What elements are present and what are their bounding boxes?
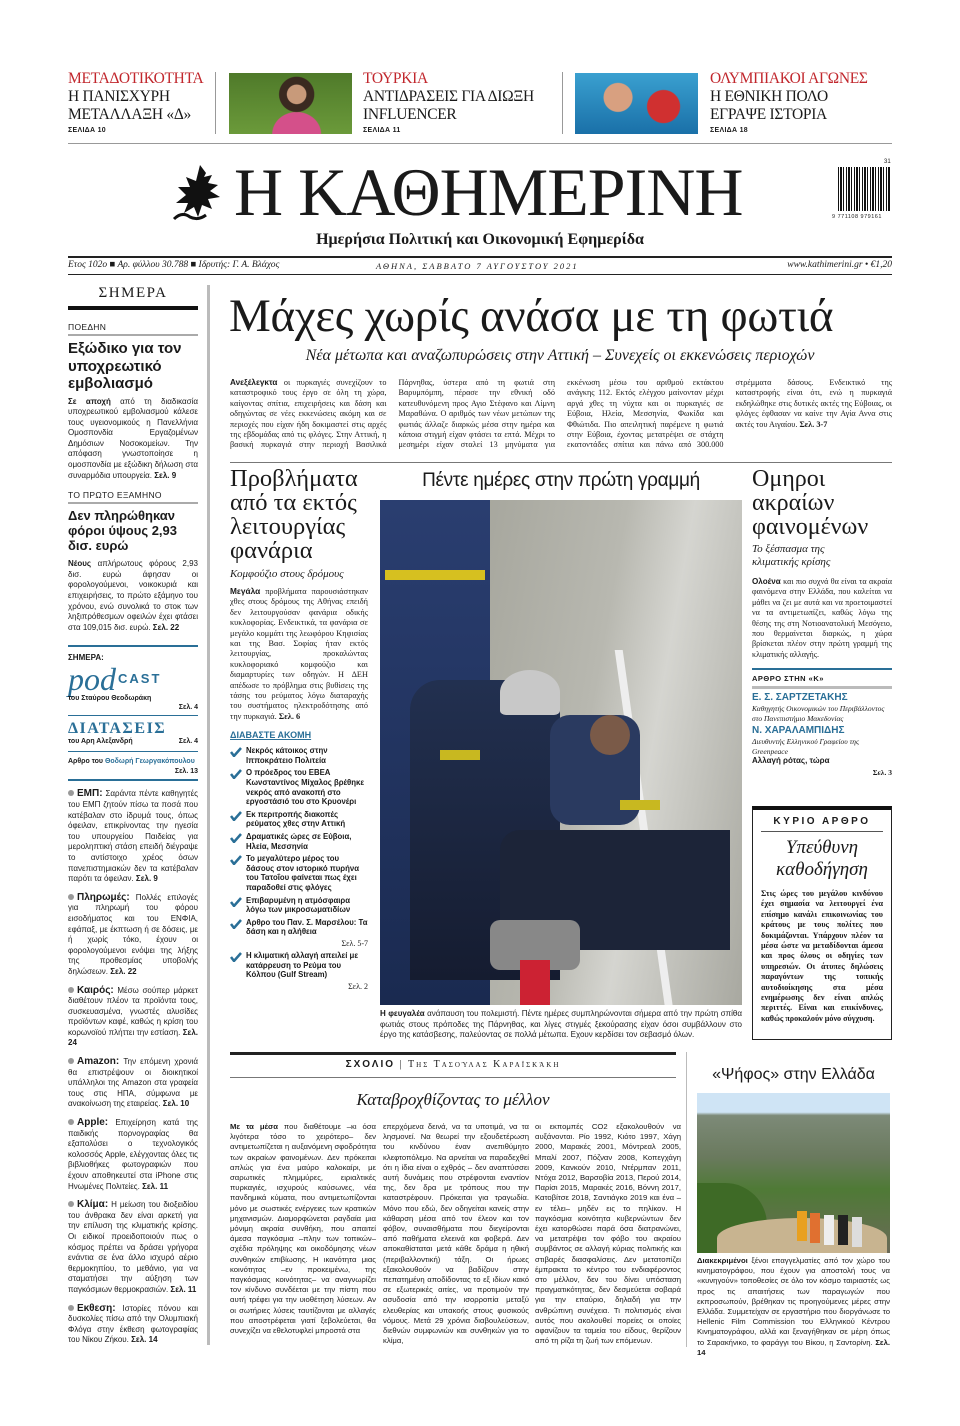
- divider: [68, 306, 198, 310]
- read-more-item[interactable]: [230, 832, 368, 851]
- brief-text: Την επόμενη χρονιά θα επιστρέψουν οι διοικητικοί υπάλληλοι της Amazon στα γραφεία τους στις ΗΠΑ, σύμφωνα με ανακοίνωση της εταιρείας.: [68, 1057, 198, 1109]
- read-more-text: Εκ περιτροπής διακοπές ρεύματος χθες στην Αττική: [246, 809, 346, 829]
- page-ref: Σελ. 14: [131, 1335, 158, 1345]
- lead-lead-word: Ανεξέλεγκτα: [230, 378, 278, 387]
- read-more-item[interactable]: [230, 896, 368, 915]
- page-ref: Σελ. 2: [348, 981, 368, 991]
- author-name: Ε. Σ. ΣΑΡΤΖΕΤΑΚΗΣ: [752, 692, 848, 704]
- brief-text: Πολλές επιλογές για πληρωμή του φόρου εισοδήματος και του ΕΝΦΙΑ, εφάπαξ, με έκπτωση ή σε δόσεις, με ή χωρίς τόκο, έχουν οι φορολογούμενοι ενόψει της λήξης της προθεσμίας υποβολής δηλώσεων.: [68, 892, 198, 976]
- page-ref: Σελ. 4: [178, 704, 198, 712]
- brief-text: Η μείωση του διοξειδίου του άνθρακα δεν είναι αρκετή για την επίλυση της κλιματικής κρίσης. Οι ειδικοί προειδοποιούν πως ο κόσμος πρέπει να δράσει γρήγορα ενάντια σε ένα άλλο ισχυρό αέριο θερμοκηπίου, το μεθάνιο, για να σταματήσει την αύξηση των παγκόσμιων θερμοκρασιών.: [68, 1200, 198, 1294]
- article-label: ΑΡΘΡΟ ΣΤΗΝ «Κ»: [752, 674, 892, 689]
- story-headline: Ομηροι ακραίων φαινομένων: [752, 466, 869, 540]
- divider: [686, 1052, 687, 1347]
- sidebar-brief[interactable]: [68, 1118, 198, 1192]
- checkmark-icon: [230, 769, 242, 779]
- page-ref: Σελ. 6: [278, 711, 301, 721]
- caption-lead: Η φευγαλέα: [380, 1009, 425, 1018]
- story-kicker: ΤΟ ΠΡΩΤΟ ΕΞΑΜΗΝΟ: [68, 490, 198, 504]
- divider: [68, 256, 892, 258]
- podcast-author: του Σταύρου Θεοδωράκη: [68, 695, 152, 703]
- page-ref: Σελ. 4: [178, 738, 198, 746]
- barcode-issue: 31: [884, 159, 891, 165]
- checkmark-icon: [230, 811, 242, 821]
- main-photo-firefighters[interactable]: [380, 500, 742, 1005]
- checkmark-icon: [230, 952, 242, 962]
- story-headline: Δεν πληρώθηκαν φόροι ύψους 2,93 δισ. ευρώ: [68, 508, 177, 554]
- story-body: από τη διαδικασία υποχρεωτικού εμβολιασμού κάλεσε τους υγειονομικούς η Πανελλήνια Ομοσπονδία Εργαζομένων Δημόσιων Νοσοκομείων. Την απόφαση γνωστοποίησε η ομοσπονδία με εξώδικη δήλωση στα συναρμόδια υπουργεία.: [68, 396, 198, 480]
- teaser-title: ΕΓΡΑΨΕ ΙΣΤΟΡΙΑ: [710, 106, 827, 123]
- read-more-text: Νεκρός κάτοικος στην Ιπποκράτειο Πολιτεία: [246, 746, 328, 765]
- caption-text: ανάπαυση του πολεμιστή. Πέντε ημέρες συμπληρώνονται σήμερα από την πρώτη σπίθα φωτιάς στους πρόποδες της Πάρνηθας, και λίγες στιγμές ξεκούρασης είχαν όσοι συμβάλλουν στο έργο της κατάσβεσης, παλεύοντας σε πολλά μέτωπα. Εχουν κερδίσει τον σεβασμό όλων.: [380, 1009, 742, 1039]
- checkmark-icon: [230, 897, 242, 907]
- brief-title: Πληρωμές:: [77, 891, 130, 903]
- sidebar-brief[interactable]: [68, 789, 198, 884]
- comment-col-3: οι εκπομπές CO2 εξακολουθούν να αυξάνονται. Ρίο 1992, Κιότο 1997, Χάγη 2000, Μαρακές 2001, Μόντρεαλ 2005, Μπαλί 2007, Πόζναν 2008, Κοπεγχάγη 2009, Κανκούν 2010, Ντέρμπαν 2011, Ντόχα 2012, Βαρσοβία 2013, Περού 2014, Παρίσι 2015, Μαρακές 2016, Βόννη 2017, Κατοβίτσε 2018, Σαντιάγκο 2019 και ένα –εν τέλει– μηδέν εις το πηλίκον. Η παγκόσμια κοινότητα κυβερνώντων δεν έχει κατορθώσει παρά όσα διατρανώνει, να μετατρέψει τον φόβο του ακραίου συμβάντος σε αλλαγή κύριας πολιτικής και στιβαρές διασφαλίσεις. Δεν μετατοπίζει έμπρακτα το κέντρο του ενδιαφέροντος στο μέλλον, δεν του δίνει υπόσταση πραγματικότητας, δεν δεσμεύεται σοβαρά για την επαύριο, δηλαδή για την ανθρώπινη συνέχεια. Τι πολιτισμός είναι αυτός που ακολουθεί πορείες οι οποίες αφανίζουν τα ταμεία του είδους, θερίζουν από τη ρίζα τη ζωή των επόμενων.: [535, 1122, 681, 1346]
- column-author: του Αρη Αλεξανδρή: [68, 738, 133, 746]
- brief-text: Μέσω σούπερ μάρκετ διαθέτουν πλέον τα προϊόντα τους, συσκευασμένα, γνωστές αλυσίδες προϊόντων καφέ, καθώς η κρίση του κορωνοϊού πλήττει την εστίαση.: [68, 985, 198, 1037]
- read-more-text: Δραματικές ώρες σε Εύβοια, Ηλεία, Μεσσηνία: [246, 832, 352, 851]
- comment-header: ΣΧΟΛΙΟ | Της Τασούλας Καραϊσκάκη: [345, 1059, 561, 1070]
- teaser-page: ΣΕΛΙΔΑ 11: [363, 127, 401, 134]
- photo-caption: [380, 1009, 742, 1041]
- lead-headline[interactable]: Μάχες χωρίς ανάσα με τη φωτιά: [229, 290, 834, 342]
- photo-title: Πέντε ημέρες στην πρώτη γραμμή: [422, 470, 700, 491]
- sidebar-brief[interactable]: [68, 1200, 198, 1295]
- comment-author: Της Τασούλας Καραϊσκάκη: [408, 1059, 561, 1070]
- issue-date: ΑΘΗΝΑ, ΣΑΒΒΑΤΟ 7 ΑΥΓΟΥΣΤΟΥ 2021: [376, 261, 579, 271]
- teaser-page: ΣΕΛΙΔΑ 10: [68, 127, 107, 134]
- lead-body: [230, 378, 892, 451]
- read-more-text: Επιβαρυμένη η ατμόσφαιρα λόγω των μικροσωματιδίων: [246, 895, 351, 915]
- read-more-item[interactable]: [230, 918, 368, 948]
- checkmark-icon: [230, 855, 242, 865]
- film-photo-vikos-gorge[interactable]: [697, 1093, 890, 1253]
- barcode-number: 9 771108 979161: [832, 214, 882, 220]
- page-ref: Σελ. 3: [872, 768, 892, 778]
- page-ref: Σελ. 14: [697, 1337, 890, 1357]
- divider: [562, 72, 563, 134]
- divider: [230, 1052, 676, 1055]
- bullet-icon: [68, 1305, 74, 1311]
- divider: [230, 462, 892, 463]
- read-more-text: Το μεγαλύτερο μέρος του δάσους στον ιστορικό πυρήνα του Τατοΐου φαίνεται πως έχει παραδοθεί στις φλόγες: [246, 854, 359, 892]
- column-title: ΔΙΑΤΑΣΕΙΣ: [68, 720, 167, 738]
- checkmark-icon: [230, 919, 242, 929]
- divider: [215, 72, 216, 134]
- story-body: και πιο συχνά θα είναι τα ακραία φαινόμενα στην Ελλάδα, που καλείται να μάθει να ζει με αυτά και να προετοιμαστεί να τα αντιμετωπίζει, καθώς λόγω της θέσης της στη Νοτιοανατολική Μεσόγειο, που θερμαίνεται διαρκώς, η χώρα βρίσκεται πλέον στην πρώτη γραμμή της κλιματικής αλλαγής.: [752, 577, 892, 659]
- lead-subhead: Νέα μέτωπα και αναζωπυρώσεις στην Αττική – Συνεχείς οι εκκενώσεις περιοχών: [305, 347, 815, 364]
- sidebar-brief[interactable]: [68, 986, 198, 1050]
- film-title[interactable]: «Ψήφος» στην Ελλάδα: [712, 1066, 875, 1083]
- podcast-logo-cast: CAST: [118, 671, 162, 687]
- lead-text: οι πυρκαγιές συνεχίζουν το καταστροφικό τους έργο σε όλη τη χώρα, καίγοντας σπίτια, επιχειρήσεις και δάση και οδηγώντας σε νέες εκκενώσεις ακόμη και σε περιοχές που είχαν ήδη δοκιμαστεί στις αρχές της εβδομάδας από τις φλόγες. Στην Αττική, η βασική πυρκαγιά στην περιοχή Βασιλικά Πάρνηθας, ύστερα από τη φωτιά στη Βαρυμπόμπη, πέρασε την εθνική οδό κατευθυνόμενη προς Αγιο Στέφανο και Λίμνη Μαραθώνα. Ο αριθμός των νέων μετώπων της φωτιάς άλλαζε διαρκώς μέσα στην ημέρα και κάποια στιγμή είχαν φτάσει τα επτά. Μέχρι το μεσημέρι είχαν σταλεί 13 μηνύματα για εκκένωση μέσω του αριθμού εκτάκτου ανάγκης 112. Εκτός ελέγχου μαίνονταν μέχρι αργά χθες τη νύχτα και οι πυρκαγιές σε Εύβοια, Ηλεία, Μεσσηνία, Φωκίδα και Φθιώτιδα. Πιο απειλητική παρέμενε η φωτιά στην Εύβοια, έχοντας μετατρέψει σε στάχτη εκατοντάδες σπίτια και πάνω από 300.000 στρέμματα δάσους. Ενδεικτικό της καταστροφής είναι ότι, ενώ η πυρκαγιά εκδηλώθηκε στις δυτικές ακτές της Εύβοιας, οι φλόγες έφθασαν να καίνε την Αγία Αννα στις ακτές του Αιγαίου.: [230, 378, 892, 450]
- teaser-photo-influencer[interactable]: [229, 73, 352, 134]
- brief-title: Apple:: [77, 1117, 109, 1129]
- divider: [68, 143, 892, 144]
- editorial-box[interactable]: [752, 806, 892, 1040]
- film-lead: Διακεκριμένοι: [697, 1256, 748, 1265]
- article-title: Αλλαγή ρότας, τώρα: [752, 756, 830, 766]
- checkmark-icon: [230, 747, 242, 757]
- comment-col-2: επερχόμενα δεινά, να τα υποτιμά, να τα λησμονεί. Να θεωρεί την εξουδετέρωση του κινδύνου έναν ανεπιθύμητο κλεφτοπόλεμο. Να αρνείται να παραδεχθεί ότι η ίδια είναι ο εχθρός – δεν αναπτύσσει αυτή δυνάμεις που στρέφονται εναντίον της, δεν δρα με τρόπους που την καταστρέφουν. Πρόκειται για τραγωδία. Μόνο που εδώ, δεν οδηγείται κανείς στην κάθαρση μέσα από τον έλεον και τον φόβον, συναισθήματα που διεγείρονται από παθήματα ελεεινά και φοβερά. Δεν αποκαθίσταται μετά κάθε δράμα η ηθική (περιβαλλοντική) τάξη. Οι ήρωες εξακολουθούν να βαδίζουν στην πεπατημένη αποδίδοντας το εξ ιδίων κακό σε εξωτερικές αιτίες, να προτιμούν την ασυδοσία από την ισορροπία μεταξύ ελευθερίας και υπακοής στους φυσικούς νόμους. Μετά 29 χρόνια διαβουλεύσεων, διεθνών συμφωνιών και συνθηκών για το κλίμα,: [383, 1122, 529, 1346]
- read-more-text: Αρθρο του Παν. Σ. Μαρσέλου: Τα δάση και η αλήθεια: [246, 917, 368, 937]
- bullet-icon: [68, 790, 74, 796]
- story-lead: Νέους: [68, 559, 92, 569]
- story-subhead: Κομφούζιο στους δρόμους: [230, 568, 344, 580]
- teaser-1[interactable]: [68, 70, 208, 134]
- editorial-title: Υπεύθυνη καθοδήγηση: [776, 837, 868, 880]
- climate-story[interactable]: [752, 467, 892, 777]
- brief-text: Ιστορίες πόνου και δυσκολίες πίσω από την Ολυμπιακή Φλόγα στην έκθεση φωτογραφίας του Νίκου Ζήκου.: [68, 1303, 198, 1345]
- sidebar-brief[interactable]: [68, 1304, 198, 1346]
- page-ref: Σελ. 11: [170, 1284, 197, 1294]
- comment-text: που διαθέτουμε –κι όσα λιγότερα τόσο το χειρότερο– δεν αντιμετωπίζεται η αυξανόμενη σφοδρότητα των ακραίων φαινομένων. Δεν πρόκειται απλώς για ένα μαύρο καλοκαίρι, με σαρωτικές πλημμύρες, ειριαλτικές πυρκαγιές, ισχυρούς καύσωνες, νέα πανδημικά κύματα, που αντιμετωπίζονται μόνο με σωστικές ενέργειες των κρατικών μηχανισμών. Διαμορφώνεται ραγδαία μια μόνιμη ακραία συνθήκη, που απαιτεί άμεσα παγκόσμια –πλην των τοπικών– σχέδια πρόληψης και οικοδόμησης νέων συνθηκών επιβίωσης. Η ικανότητα μιας κοινότητας –εν προκειμένω, της παγκόσμιας κοινότητας– να αναγνωρίζει τον κίνδυνο συνδέεται με την πίστη που αυτή τρέφει για την υιοθέτηση λύσεων. Αν οι σωτήριες λύσεις ταυτίζονται με αλλαγές που αποστρέφεται γιατί ξεβολεύεται, θα συνεχίζει να εθελοτυφλεί μπροστά στα: [230, 1122, 376, 1336]
- teaser-title: ΜΕΤΑΛΛΑΞΗ «Δ»: [68, 106, 191, 123]
- website-price[interactable]: www.kathimerini.gr • €1,20: [787, 260, 892, 270]
- comment-title[interactable]: Καταβροχθίζοντας το μέλλον: [356, 1090, 550, 1109]
- bullet-icon: [68, 1119, 74, 1125]
- page-ref: Σελ. 22: [110, 966, 137, 976]
- issue-info: Ετος 102ο ■ Αρ. φύλλου 30.788 ■ Ιδρυτής: Γ. Α. Βλάχος: [68, 260, 280, 270]
- read-more-item[interactable]: [230, 810, 368, 829]
- page-ref: Σελ. 3-7: [799, 419, 828, 429]
- editorial-label: ΚΥΡΙΟ ΑΡΘΡΟ: [761, 816, 883, 832]
- author-role: Διευθυντής Ελληνικού Γραφείου της Greenpeace: [752, 737, 860, 756]
- newspaper-title[interactable]: Η ΚΑΘΗΜΕΡΙΝΗ: [234, 154, 743, 230]
- read-more-text: Η κλιματική αλλαγή απειλεί με κατάρρευση το Ρεύμα του Κόλπου (Gulf Stream): [246, 950, 359, 980]
- brief-text: Επιχείρηση κατά της παιδικής πορνογραφίας θα εξαπολύσει ο τεχνολογικός κολοσσός Apple, ελέγχοντας όλες τις βιβλιοθήκες φωτογραφιών που έχουν αποθηκευτεί στα iPhone στις Ηνωμένες Πολιτείες.: [68, 1118, 198, 1191]
- teaser-kicker: ΟΛΥΜΠΙΑΚΟΙ ΑΓΩΝΕΣ: [710, 70, 868, 87]
- bullet-icon: [68, 1058, 74, 1064]
- editorial-body: Στις ώρες του μεγάλου κινδύνου έχει σημασία να λειτουργεί ένα επίσημο κανάλι επικοινωνίας του κράτους με τους πολίτες που δοκιμάζονται. Υπάρχουν πλέον τα μέσα ώστε να μεταδίδονται άμεσα και προς όλους οι οδηγίες των υπηρεσιών. Οι άτυπες δηλώσεις παραγόντων της τοπικής αυτοδιοίκησης στα μέσα ενημέρωσης δεν είναι απλώς περιττές. Είναι και επικίνδυνες, καθώς προκαλούν μόνο σύγχυση.: [761, 889, 883, 1023]
- diatasis-promo[interactable]: [68, 720, 198, 745]
- author-role: Καθηγητής Οικονομικών του Περιβάλλοντος στο Πανεπιστήμιο Μακεδονίας: [752, 704, 885, 723]
- checkmark-icon: [230, 833, 242, 843]
- story-headline: Προβλήματα από τα εκτός λειτουργίας φανάρια: [230, 465, 358, 564]
- story-body: προβλήματα παρουσιάστηκαν χθες στους δρόμους της Αθήνας επειδή δεν λειτουργούσαν φανάρια οδικής κυκλοφορίας. Ενδεικτικά, τα φανάρια σε μεγάλο κομμάτι της λεωφόρου Κηφισίας και της Βασ. Σοφίας ήταν εκτός λειτουργίας, προκαλώντας κυκλοφοριακό κομφούζιο και διαμαρτυρίες των οδηγών. Η ΔΕΗ απέδωσε το πρόβλημα στις βυθίσεις της τάσης του ρεύματος λόγω διαταραχής του συστήματος ηλεκτροδότησης από την πυρκαγιά.: [230, 587, 368, 721]
- teaser-photo-water-polo[interactable]: [575, 73, 698, 134]
- story-lead: Ολοένα: [752, 577, 781, 586]
- teaser-kicker: ΜΕΤΑΔΟΤΙΚΟΤΗΤΑ: [68, 70, 204, 87]
- article-author: Θοδωρή Γεωργακόπουλου: [104, 758, 195, 766]
- traffic-story[interactable]: [230, 467, 368, 994]
- teaser-title: Η ΠΑΝΙΣΧΥΡΗ: [68, 88, 170, 105]
- sidebar-story-taxes[interactable]: [68, 490, 198, 633]
- sidebar-brief[interactable]: [68, 893, 198, 978]
- read-more-item[interactable]: [230, 746, 368, 765]
- brief-title: Κλίμα:: [77, 1199, 109, 1211]
- article-label: Αρθρο του: [68, 758, 105, 766]
- article-promo[interactable]: [68, 758, 198, 775]
- page-ref: Σελ. 11: [142, 1181, 169, 1191]
- divider: [68, 645, 198, 647]
- page-ref: Σελ. 13: [174, 768, 198, 776]
- comment-col-1: [230, 1122, 376, 1336]
- story-lead: Σε αποχή: [68, 396, 111, 406]
- divider: [68, 779, 198, 781]
- barcode: [838, 167, 890, 211]
- brief-title: Εκθεση:: [77, 1302, 116, 1314]
- divider: [68, 751, 198, 752]
- divider: [68, 715, 198, 716]
- teaser-kicker: ΤΟΥΡΚΙΑ: [363, 70, 428, 87]
- sidebar-brief[interactable]: [68, 1057, 198, 1110]
- podcast-promo[interactable]: [68, 653, 198, 712]
- page-ref: Σελ. 24: [68, 1027, 198, 1048]
- page-ref: Σελ. 9: [154, 470, 177, 480]
- page-ref: Σελ. 9: [135, 874, 158, 884]
- read-more-heading: ΔΙΑΒΑΣΤΕ ΑΚΟΜΗ: [230, 730, 312, 741]
- divider: [230, 1077, 676, 1078]
- author-name: Ν. ΧΑΡΑΛΑΜΠΙΔΗΣ: [752, 725, 845, 737]
- film-text: ξένοι επαγγελματίες από τον χώρο του κινηματογράφου, που έχουν για αποστολή τους να «κυνηγούν» τοποθεσίες σε όλο τον κόσμο ταιριαστές ως προς τις απαιτήσεις των παραγωγών που εκπροσωπούν, βρέθηκαν τις προηγούμενες μέρες στην Ελλάδα. Συμμετείχαν σε εργαστήριο που διοργάνωσε το Hellenic Film Commission του Ελληνικού Κέντρου Κινηματογράφου, αλλά και ξεναγήθηκαν σε μέρη όπως το Σαρακήνικο, το φαράγγι του Βίκου, η Σαντορίνη.: [697, 1256, 890, 1347]
- teaser-2[interactable]: [363, 70, 553, 134]
- teaser-title: Η ΕΘΝΙΚΗ ΠΟΛΟ: [710, 88, 828, 105]
- story-kicker: ΠΟΕΔΗΝ: [68, 322, 198, 336]
- story-body: απλήρωτους φόρους 2,93 δισ. ευρώ άφησαν οι φορολογούμενοι, νοικοκυριά και επιχειρήσεις, το πρώτο εξάμηνο του χρόνου, ενώ συνολικά το στοκ των ληξιπρόθεσμων οφειλών έχει φτάσει στα 109,015 δισ. ευρώ.: [68, 559, 198, 632]
- brief-title: Amazon:: [77, 1056, 120, 1068]
- bullet-icon: [68, 987, 74, 993]
- story-lead: Μεγάλα: [230, 586, 261, 596]
- page-ref: Σελ. 22: [152, 622, 180, 632]
- teaser-title: INFLUENCER: [363, 106, 457, 123]
- brief-title: ΕΜΠ:: [77, 788, 103, 800]
- divider: [68, 274, 892, 275]
- masthead-subtitle: Ημερήσια Πολιτική και Οικονομική Εφημερίδα: [316, 231, 644, 248]
- comment-lead: Με τα μέσα: [230, 1122, 278, 1131]
- page-ref: Σελ. 5-7: [341, 938, 368, 948]
- read-more-text: Ο πρόεδρος του ΕΒΕΑ Κωνσταντίνος Μίχαλος βρέθηκε νεκρός από ανακοπή στο εργοστάσιό του στο Κρυονέρι: [246, 768, 365, 807]
- teaser-page: ΣΕΛΙΔΑ 18: [710, 127, 749, 134]
- bullet-icon: [68, 894, 74, 900]
- sidebar-title: ΣΗΜΕΡΑ: [98, 285, 168, 301]
- griffin-logo-icon: [170, 163, 226, 223]
- page-ref: Σελ. 10: [162, 1099, 190, 1109]
- read-more-item[interactable]: [230, 768, 368, 806]
- sidebar: [68, 285, 198, 1346]
- teaser-3[interactable]: [710, 70, 900, 134]
- read-more-item[interactable]: [230, 951, 368, 991]
- bullet-icon: [68, 1201, 74, 1207]
- read-more-item[interactable]: [230, 854, 368, 892]
- today-label: ΣΗΜΕΡΑ:: [68, 653, 104, 663]
- sidebar-rule: [207, 285, 210, 1345]
- teaser-title: ΑΝΤΙΔΡΑΣΕΙΣ ΓΙΑ ΔΙΩΞΗ: [363, 88, 534, 105]
- film-body: [697, 1256, 890, 1358]
- story-headline: Εξώδικο για τον υποχρεωτικό εμβολιασμό: [68, 340, 182, 392]
- podcast-logo: pod: [68, 661, 116, 698]
- brief-title: Καιρός:: [77, 984, 114, 996]
- story-subhead: Το ξέσπασμα της κλιματικής κρίσης: [752, 543, 831, 568]
- sidebar-story-vaccine[interactable]: [68, 322, 198, 481]
- brief-text: Σαράντα πέντε καθηγητές του ΕΜΠ ζητούν πίσω τα ποσά που κατέβαλαν στο ίδρυμά τους, όπως όφειλαν, επικρίνοντας την ηγεσία του υπουργείου Παιδείας για μεροληπτική στάση επειδή διέγραψε το αντίστοιχο χρέος όσων πανεπιστημιακών δεν τα κατέβαλαν παρότι τα όφειλαν.: [68, 789, 198, 884]
- comment-label: ΣΧΟΛΙΟ: [345, 1059, 396, 1070]
